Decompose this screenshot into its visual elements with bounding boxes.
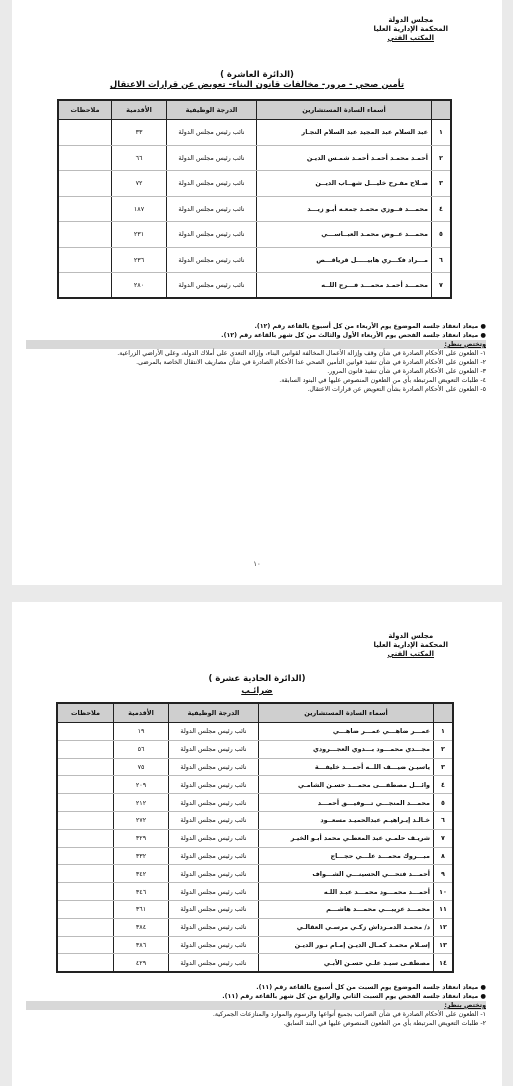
table-body: [58, 120, 451, 299]
judge-seniority: ٣٤٢: [114, 865, 169, 883]
col-num-header: [432, 100, 452, 120]
judge-name: محمـــد عــوض محمـد العبــاســـي: [257, 222, 432, 248]
judge-notes: [57, 723, 114, 741]
judge-rank: نائب رئيس مجلس الدولة: [169, 794, 259, 812]
judge-notes: [57, 758, 114, 776]
table-row: [57, 936, 453, 954]
judges-table: [56, 702, 454, 973]
row-number: ٣: [432, 171, 452, 197]
table-row: [57, 954, 453, 972]
row-number: ٤: [434, 776, 454, 794]
judge-seniority: ٢٣٦: [112, 247, 167, 273]
judge-notes: [57, 954, 114, 972]
judge-name: عبد السلام عبد المجيد عبد السلام النجـار: [257, 120, 432, 146]
row-number: ٧: [432, 273, 452, 299]
col-notes-header: ملاحظات: [58, 100, 112, 120]
judge-notes: [58, 222, 112, 248]
header-court: المحكمة الإدارية العليا: [373, 25, 448, 33]
table-row: [57, 740, 453, 758]
judge-name: مصطفـى سيـد علـي حسـن الأبـي: [259, 954, 434, 972]
judge-name: وائـــل مصطفـــى محمـــد حسـن الشامـي: [259, 776, 434, 794]
circuit-title: (الدائرة الحادية عشرة ): [208, 674, 306, 684]
table-row: [57, 794, 453, 812]
specialization-item: ٢- طلبات التعويض المرتبطة بأي من الطعون المنصوص عليها في البند السابق.: [283, 1020, 486, 1027]
page-header: [374, 632, 448, 659]
judge-name: أحمـــد فتحـــي الحسينـــي الشـــواف: [259, 865, 434, 883]
specialization-item: ٣- الطعون على الأحكام الصادرة في شأن تنفيذ قانون المرور.: [327, 368, 486, 375]
row-number: ٨: [434, 847, 454, 865]
table-row: [57, 918, 453, 936]
judge-seniority: ٣٨٤: [114, 918, 169, 936]
row-number: ٦: [432, 247, 452, 273]
judge-name: محمـــد عريبـــي محمـــد هاشـــم: [259, 900, 434, 918]
table-row: [57, 758, 453, 776]
row-number: ١٤: [434, 954, 454, 972]
judge-rank: نائب رئيس مجلس الدولة: [167, 222, 257, 248]
row-number: ٣: [434, 758, 454, 776]
specialization-item: ١- الطعون على الأحكام الصادرة في شأن الضرائب بجميع أنواعها والرسوم والموارد والمنازعات الجمركية.: [212, 1011, 486, 1018]
judge-name: د/ محمـد الدمـرداش زكـي مرسـي العقالـي: [259, 918, 434, 936]
session-review: ● ميعاد انعقاد جلسة الفحص يوم السبت الثاني والرابع من كل شهر بالقاعة رقم (١١).: [222, 993, 486, 1000]
judge-notes: [57, 918, 114, 936]
judge-rank: نائب رئيس مجلس الدولة: [169, 829, 259, 847]
judge-name: خـالـد إبـراهيـم عبدالحميـد مسعــود: [259, 811, 434, 829]
header-office: المكتب الفني: [387, 650, 435, 658]
judge-seniority: ٦٦: [112, 145, 167, 171]
judge-name: مـــراد فكـــري هابيـــــل قرياقـــص: [257, 247, 432, 273]
table-row: [57, 847, 453, 865]
table-row: [58, 145, 451, 171]
row-number: ١: [432, 120, 452, 146]
document-page-1: [12, 0, 502, 585]
specialization-item: ٥- الطعون على الأحكام الصادرة بشأن التعويض عن قرارات الاعتقال.: [307, 386, 486, 393]
judge-seniority: ١٩: [114, 723, 169, 741]
table-row: [57, 900, 453, 918]
header-council: مجلس الدولة: [388, 16, 434, 24]
table-row: [58, 222, 451, 248]
judge-seniority: ٣٣: [112, 120, 167, 146]
judge-notes: [57, 829, 114, 847]
judge-name: مبـــروك محمـــد علـــي حجـــاج: [259, 847, 434, 865]
judge-rank: نائب رئيس مجلس الدولة: [169, 918, 259, 936]
row-number: ٢: [432, 145, 452, 171]
judge-name: ياسيـن ضيـــف اللــه أحمـــد خليفـــة: [259, 758, 434, 776]
specialization-item: ٤- طلبات التعويض المرتبطة بأي من الطعون المنصوص عليها في البنود السابقة.: [279, 377, 486, 384]
judge-name: مجـــدي محمـــود بـــدوي العجـــرودي: [259, 740, 434, 758]
judge-notes: [57, 794, 114, 812]
judge-name: شريـف حلمـي عبد المعطـي محمد أبـو الخيـر: [259, 829, 434, 847]
judge-seniority: ٥٦: [114, 740, 169, 758]
judge-rank: نائب رئيس مجلس الدولة: [169, 758, 259, 776]
table-row: [57, 811, 453, 829]
document-page-2: [12, 602, 502, 1086]
row-number: ١١: [434, 900, 454, 918]
judge-name: أحمـــد محمـــود محمـــد عبـد اللـه: [259, 883, 434, 901]
judge-notes: [58, 120, 112, 146]
judge-seniority: ٣٢٩: [114, 829, 169, 847]
judge-notes: [57, 740, 114, 758]
judge-seniority: ٢٠٩: [114, 776, 169, 794]
judge-name: إسـلام محمـد كمـال الديـن إمـام نـور الديـن: [259, 936, 434, 954]
judge-rank: نائب رئيس مجلس الدولة: [169, 811, 259, 829]
judge-seniority: ٣٦١: [114, 900, 169, 918]
specialization-heading: وتختص بنظر:: [26, 340, 486, 349]
session-main-text: ميعاد انعقاد جلسة الموضوع يوم السبت من كل أسبوع بالقاعة رقم (١١).: [256, 984, 479, 991]
judge-seniority: ٧٢: [112, 171, 167, 197]
session-main: ● ميعاد انعقاد جلسة الموضوع يوم السبت من كل أسبوع بالقاعة رقم (١١).: [256, 984, 486, 991]
judge-notes: [57, 900, 114, 918]
col-rank-header: الدرجة الوظيفية: [169, 703, 259, 723]
col-seniority-header: الأقدمية: [114, 703, 169, 723]
specialization-heading: وتختص بنظر:: [26, 1001, 486, 1010]
row-number: ١: [434, 723, 454, 741]
judge-rank: نائب رئيس مجلس الدولة: [169, 776, 259, 794]
table-row: [57, 723, 453, 741]
specialization-item: ٢- الطعون على الأحكام الصادرة في شأن تنفيذ قوانين التأمين الصحي عدا الأحكام الصادرة في شأن مصاريف الانتقال الخاصة بالمرضى.: [136, 359, 486, 366]
row-number: ١٠: [434, 883, 454, 901]
session-review-text: ميعاد انعقاد جلسة الفحص يوم الأربعاء الأول والثالث من كل شهر بالقاعة رقم (١٢).: [221, 332, 479, 339]
judge-seniority: ٣٨٦: [114, 936, 169, 954]
page-header: [374, 16, 448, 43]
judge-rank: نائب رئيس مجلس الدولة: [167, 247, 257, 273]
table-row: [58, 247, 451, 273]
judge-notes: [57, 847, 114, 865]
judge-seniority: ١٨٧: [112, 196, 167, 222]
judge-rank: نائب رئيس مجلس الدولة: [167, 273, 257, 299]
judge-seniority: ٢٨٠: [112, 273, 167, 299]
circuit-subject: تأمين صحي - مرور- مخالفات قانون البناء- تعويض عن قرارات الاعتقال: [109, 80, 405, 90]
session-main: ● ميعاد انعقاد جلسة الموضوع يوم الأربعاء من كل أسبوع بالقاعة رقم (١٢).: [254, 323, 486, 330]
judge-name: أحمـد محمـد أحمـد أحمـد شمـس الديـن: [257, 145, 432, 171]
judge-seniority: ٧٥: [114, 758, 169, 776]
circuit-notes: [26, 983, 486, 1028]
row-number: ٢: [434, 740, 454, 758]
judge-rank: نائب رئيس مجلس الدولة: [169, 740, 259, 758]
row-number: ٤: [432, 196, 452, 222]
row-number: ٦: [434, 811, 454, 829]
row-number: ١٣: [434, 936, 454, 954]
judge-rank: نائب رئيس مجلس الدولة: [169, 936, 259, 954]
table-header-row: [57, 703, 453, 723]
col-name-header: أسماء السادة المستشارين: [257, 100, 432, 120]
circuit-title: (الدائرة العاشرة ): [220, 70, 294, 80]
row-number: ٧: [434, 829, 454, 847]
judge-rank: نائب رئيس مجلس الدولة: [169, 883, 259, 901]
judge-notes: [58, 145, 112, 171]
circuit-subject: ضرائـب: [241, 686, 273, 696]
judge-notes: [58, 196, 112, 222]
col-num-header: [434, 703, 454, 723]
specialization-list: [26, 1010, 486, 1028]
table-row: [57, 865, 453, 883]
row-number: ٩: [434, 865, 454, 883]
judge-rank: نائب رئيس مجلس الدولة: [167, 145, 257, 171]
judge-rank: نائب رئيس مجلس الدولة: [169, 865, 259, 883]
header-council: مجلس الدولة: [388, 632, 434, 640]
judge-rank: نائب رئيس مجلس الدولة: [167, 196, 257, 222]
table-row: [58, 120, 451, 146]
table-row: [58, 171, 451, 197]
judge-notes: [58, 273, 112, 299]
header-court: المحكمة الإدارية العليا: [373, 641, 448, 649]
judge-name: عمـــر ضاهـــي عمـــر ضاهـــي: [259, 723, 434, 741]
judge-name: محمـــد أحمـد محمـــد فـــرج اللــه: [257, 273, 432, 299]
session-main-text: ميعاد انعقاد جلسة الموضوع يوم الأربعاء من كل أسبوع بالقاعة رقم (١٢).: [254, 323, 479, 330]
col-notes-header: ملاحظات: [57, 703, 114, 723]
judge-notes: [57, 811, 114, 829]
judge-notes: [57, 936, 114, 954]
header-office: المكتب الفني: [387, 34, 435, 42]
judge-name: محمـــد فــوزي محمـد جمعـه أبـو زيـــد: [257, 196, 432, 222]
judge-notes: [58, 247, 112, 273]
judge-seniority: ٣٤٦: [114, 883, 169, 901]
col-seniority-header: الأقدمية: [112, 100, 167, 120]
judge-name: صـلاح مفـرح خليـــل شهــاب الديــن: [257, 171, 432, 197]
table-row: [57, 883, 453, 901]
judge-seniority: ٢٧٢: [114, 811, 169, 829]
judge-rank: نائب رئيس مجلس الدولة: [167, 120, 257, 146]
judge-notes: [57, 883, 114, 901]
table-row: [58, 273, 451, 299]
table-header-row: [58, 100, 451, 120]
specialization-list: [26, 349, 486, 394]
table-row: [58, 196, 451, 222]
page-number: ١٠: [253, 560, 261, 568]
judge-seniority: ٣٣٢: [114, 847, 169, 865]
judge-seniority: ٢٣١: [112, 222, 167, 248]
col-name-header: أسماء السادة المستشارين: [259, 703, 434, 723]
judge-rank: نائب رئيس مجلس الدولة: [169, 900, 259, 918]
judge-notes: [57, 776, 114, 794]
judge-notes: [58, 171, 112, 197]
judge-seniority: ٤٢٩: [114, 954, 169, 972]
judge-rank: نائب رئيس مجلس الدولة: [169, 723, 259, 741]
row-number: ٥: [432, 222, 452, 248]
judges-table: [57, 99, 452, 299]
row-number: ٥: [434, 794, 454, 812]
table-body: [57, 723, 453, 972]
judge-rank: نائب رئيس مجلس الدولة: [167, 171, 257, 197]
specialization-item: ١- الطعون على الأحكام الصادرة في شأن وقف وإزالة الأعمال المخالفة لقوانين البناء، وإزالة التعدي على أملاك الدولة، وعلى الأراضي الزراعية.: [117, 350, 486, 357]
circuit-notes: [26, 322, 486, 394]
row-number: ١٢: [434, 918, 454, 936]
judge-name: محمـــد المنجـــي تـــوفيـــق أحمـــد: [259, 794, 434, 812]
table-row: [57, 829, 453, 847]
col-rank-header: الدرجة الوظيفية: [167, 100, 257, 120]
judge-rank: نائب رئيس مجلس الدولة: [169, 847, 259, 865]
judge-seniority: ٢١٢: [114, 794, 169, 812]
session-review-text: ميعاد انعقاد جلسة الفحص يوم السبت الثاني والرابع من كل شهر بالقاعة رقم (١١).: [222, 993, 479, 1000]
judge-rank: نائب رئيس مجلس الدولة: [169, 954, 259, 972]
table-row: [57, 776, 453, 794]
judge-notes: [57, 865, 114, 883]
session-review: ● ميعاد انعقاد جلسة الفحص يوم الأربعاء الأول والثالث من كل شهر بالقاعة رقم (١٢).: [221, 332, 486, 339]
